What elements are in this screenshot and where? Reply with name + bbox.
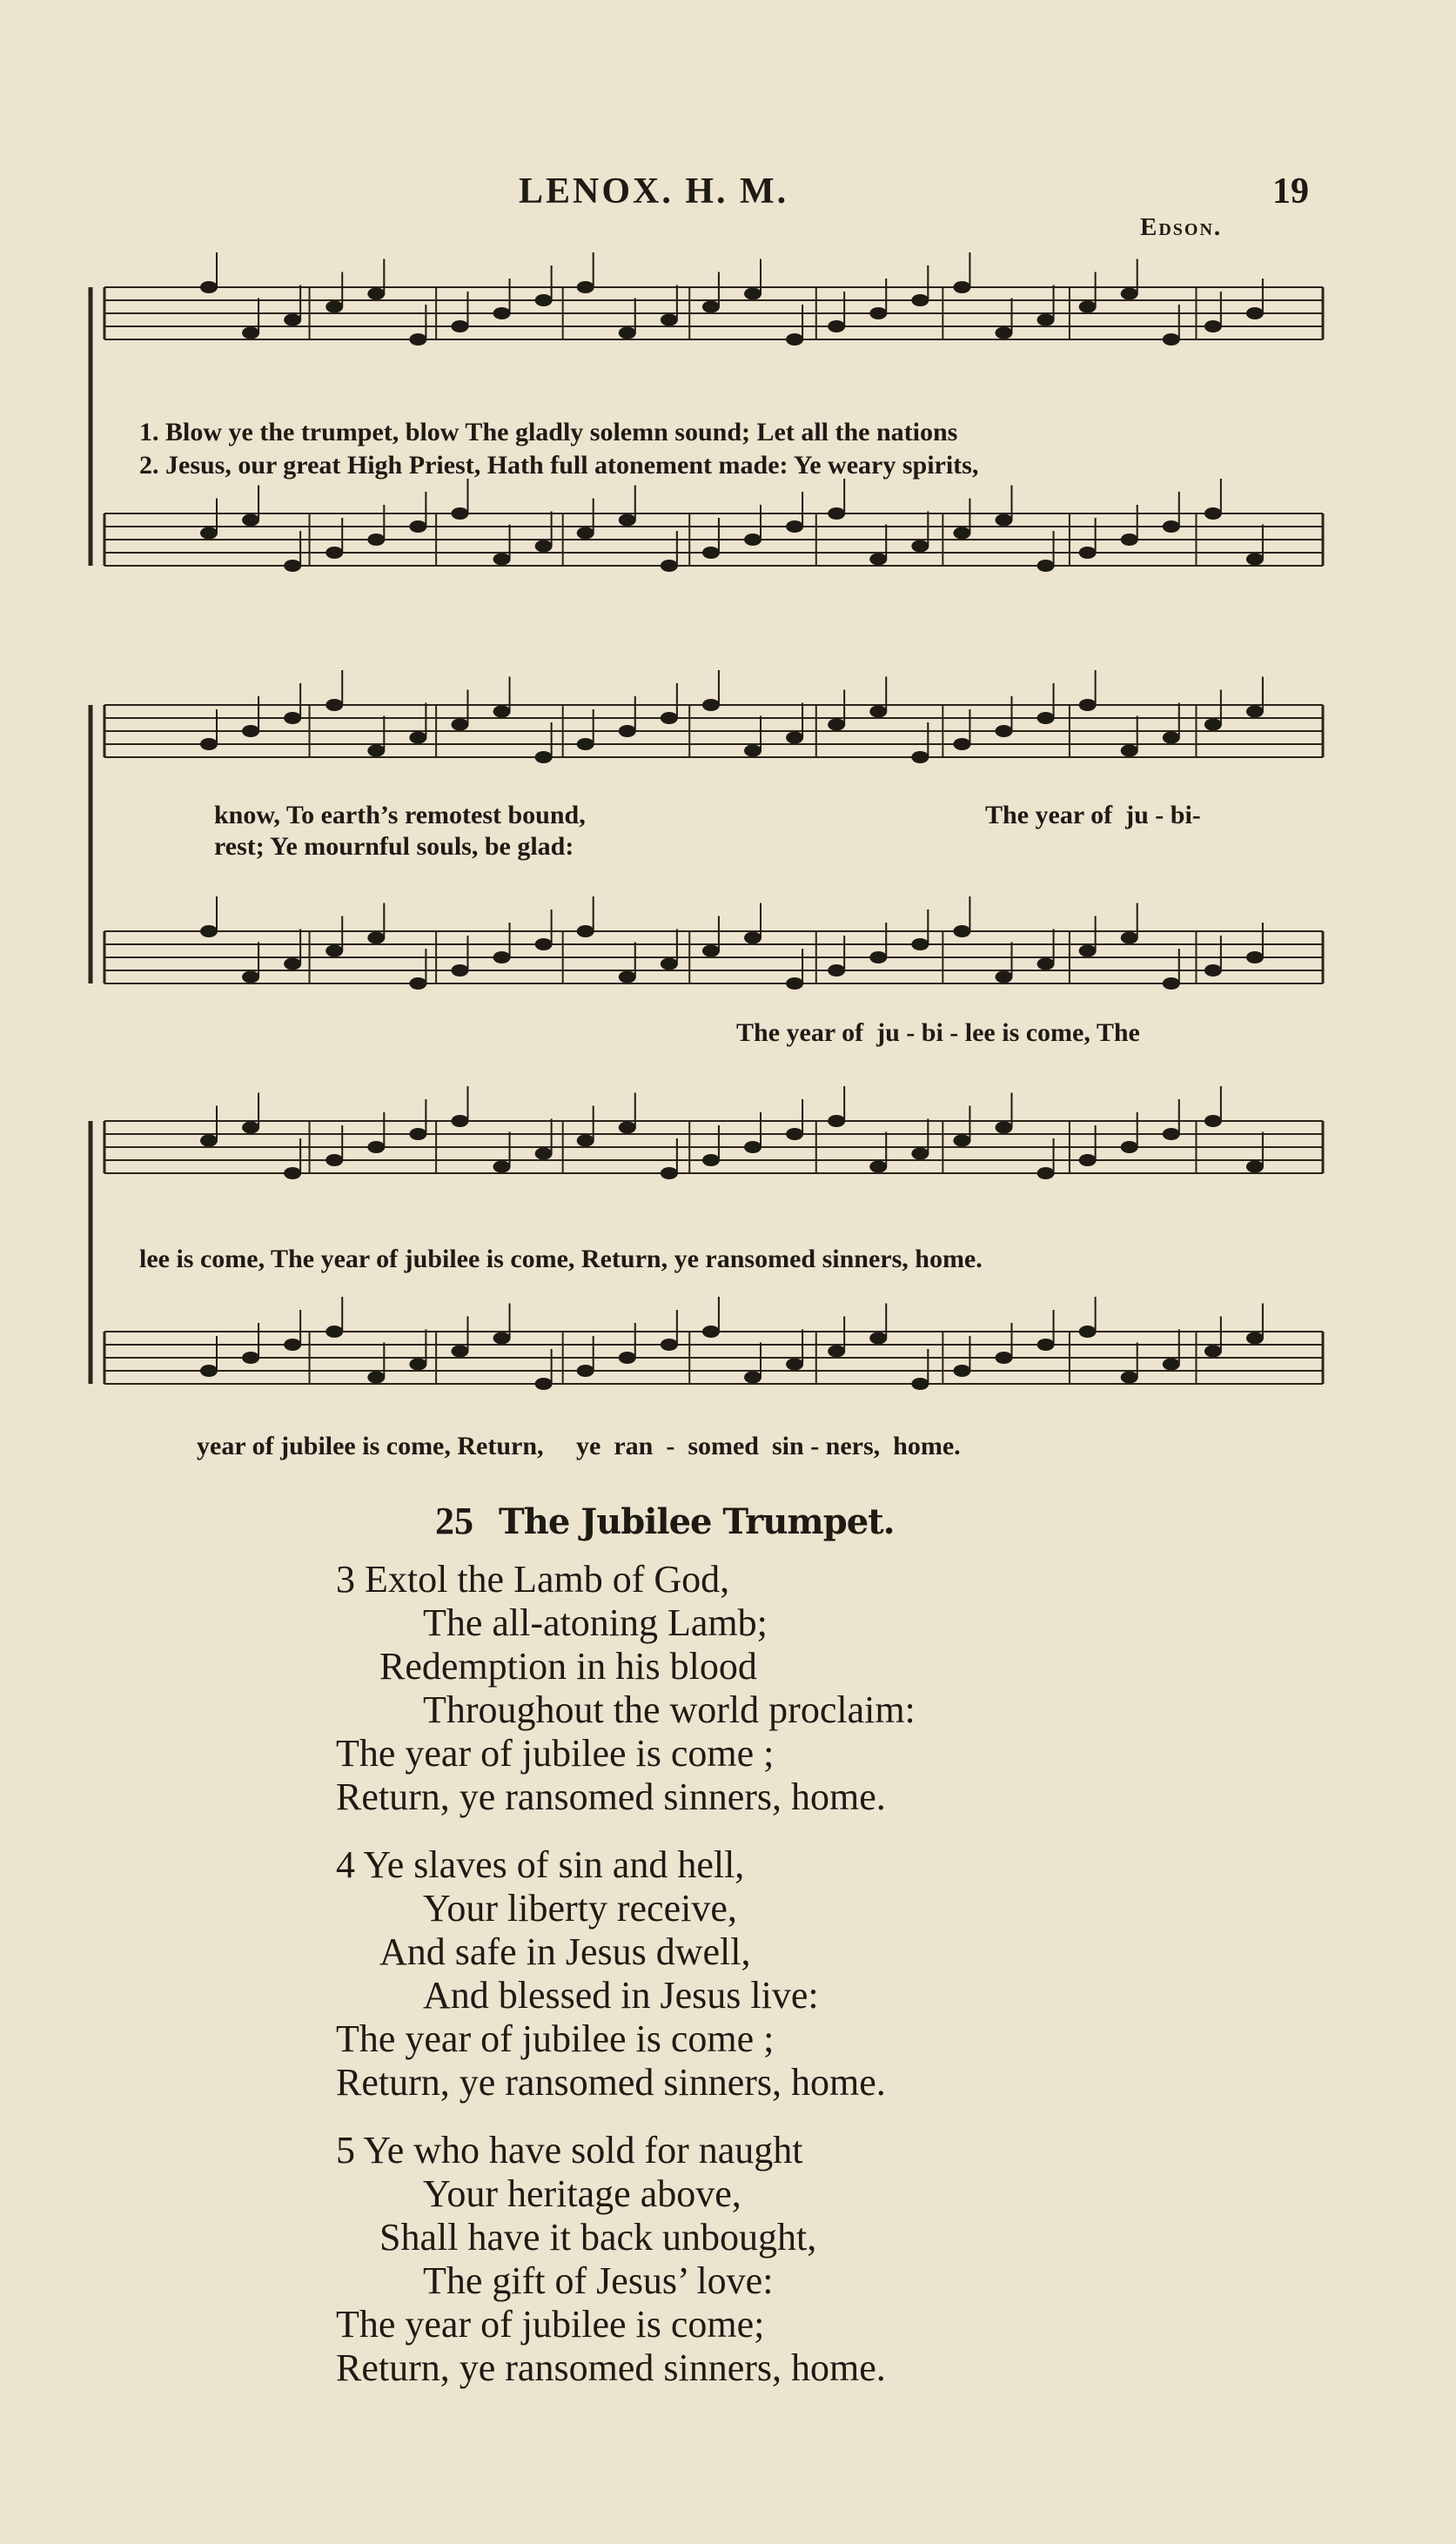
stanza-line: Your heritage above, [423, 2172, 741, 2215]
page-number: 19 [1272, 171, 1309, 211]
stanza-5 [336, 2129, 886, 2390]
note-head [1037, 314, 1055, 326]
note-head [409, 977, 426, 990]
note-head [200, 925, 218, 937]
note-head [995, 725, 1012, 737]
note-head [744, 534, 762, 546]
note-head [619, 725, 636, 737]
note-head [744, 1141, 762, 1153]
note-head [661, 560, 678, 572]
note-head [702, 301, 720, 313]
note-head [451, 964, 468, 977]
note-head [1204, 1115, 1222, 1127]
stanza-line: 3 Extol the Lamb of God, [336, 1558, 730, 1601]
note-head [325, 945, 343, 957]
note-head [786, 732, 803, 744]
note-head [367, 932, 385, 944]
note-head [1163, 1128, 1180, 1140]
note-head [325, 547, 343, 559]
note-head [200, 1365, 218, 1377]
note-head [535, 938, 553, 950]
note-head [1079, 547, 1097, 559]
note-head [451, 1346, 468, 1358]
note-head [1246, 1332, 1264, 1345]
stanza-line: The year of jubilee is come; [336, 2303, 765, 2346]
note-head [577, 1135, 594, 1147]
stanza-line: Redemption in his blood [379, 1645, 757, 1688]
system3-lyric: lee is come, The year of jubilee is come, Return, ye ransomed sinners, home. [139, 1245, 983, 1273]
note-head [451, 719, 468, 731]
note-head [953, 1135, 970, 1147]
note-head [953, 1365, 970, 1377]
note-head [661, 958, 678, 970]
note-head [911, 938, 929, 950]
note-head [535, 294, 553, 306]
note-head [1246, 951, 1264, 963]
note-head [284, 1339, 301, 1351]
note-head [995, 1122, 1012, 1134]
stanza-4 [336, 1843, 886, 2104]
note-head [409, 1359, 426, 1371]
note-head [1079, 1154, 1097, 1166]
hymn-tune-title: LENOX. H. M. [519, 171, 789, 211]
note-head [911, 1148, 929, 1160]
stanza-line: The gift of Jesus’ love: [423, 2259, 774, 2302]
note-head [577, 527, 594, 540]
note-head [242, 971, 259, 983]
stanza-line: 4 Ye slaves of sin and hell, [336, 1843, 745, 1886]
note-head [1121, 534, 1138, 546]
note-head [995, 327, 1012, 339]
note-head [284, 1167, 301, 1179]
hymn-number: 25 [435, 1500, 473, 1542]
composer-name: Edson. [1140, 213, 1223, 241]
note-head [619, 514, 636, 527]
note-head [786, 333, 803, 346]
stanza-line: Shall have it back unbought, [379, 2216, 817, 2259]
stanza-line: 5 Ye who have sold for naught [336, 2129, 803, 2171]
note-head [242, 1122, 259, 1134]
note-head [911, 1378, 929, 1390]
note-head [744, 745, 762, 757]
note-head [325, 1154, 343, 1166]
system2-lyric-verse2: rest; Ye mournful souls, be glad: [214, 832, 574, 861]
note-head [786, 1359, 803, 1371]
note-head [1079, 301, 1097, 313]
note-head [451, 1115, 468, 1127]
system1-lyric-verse2: 2. Jesus, our great High Priest, Hath full atonement made: Ye weary spirits, [139, 451, 979, 480]
system2-bass-lyric: The year of ju - bi - lee is come, The [736, 1018, 1140, 1047]
note-head [1037, 1167, 1055, 1179]
note-head [242, 725, 259, 737]
note-head [702, 699, 720, 711]
note-head [1163, 977, 1180, 990]
note-head [409, 520, 426, 533]
note-head [1246, 554, 1264, 566]
note-head [869, 706, 887, 718]
note-head [1204, 507, 1222, 520]
stanza-line: The year of jubilee is come ; [336, 1732, 775, 1775]
note-head [953, 281, 970, 293]
note-head [702, 1154, 720, 1166]
note-head [744, 288, 762, 300]
note-head [869, 554, 887, 566]
note-head [661, 712, 678, 724]
note-head [661, 1339, 678, 1351]
note-head [828, 719, 845, 731]
stanza-line: And blessed in Jesus live: [423, 1974, 819, 2017]
note-head [1163, 1359, 1180, 1371]
note-head [325, 301, 343, 313]
stanza-line: Return, ye ransomed sinners, home. [336, 1775, 886, 1818]
note-head [953, 925, 970, 937]
note-head [535, 540, 553, 553]
note-head [535, 751, 553, 763]
note-head [702, 945, 720, 957]
stanza-line: Return, ye ransomed sinners, home. [336, 2061, 886, 2104]
system2-lyric-verse1: know, To earth’s remotest bound, [214, 801, 586, 829]
note-head [535, 1148, 553, 1160]
note-head [1163, 732, 1180, 744]
note-head [1163, 520, 1180, 533]
note-head [367, 1372, 385, 1384]
stanza-line: And safe in Jesus dwell, [379, 1930, 751, 1973]
stanza-line: Your liberty receive, [423, 1887, 737, 1930]
note-head [619, 1352, 636, 1364]
note-head [242, 514, 259, 527]
note-head [284, 958, 301, 970]
note-head [1204, 1346, 1222, 1358]
stanza-line: The year of jubilee is come ; [336, 2017, 775, 2060]
note-head [577, 1365, 594, 1377]
note-head [535, 1378, 553, 1390]
system2-lyric-verse1-end: The year of ju - bi- [985, 801, 1201, 829]
note-head [911, 294, 929, 306]
note-head [786, 1128, 803, 1140]
note-head [1037, 958, 1055, 970]
note-head [1204, 719, 1222, 731]
note-head [786, 520, 803, 533]
note-head [200, 281, 218, 293]
hymn-heading [435, 1499, 895, 1543]
note-head [953, 738, 970, 750]
note-head [828, 1346, 845, 1358]
note-head [200, 1135, 218, 1147]
note-head [828, 1115, 845, 1127]
note-head [367, 288, 385, 300]
note-head [577, 281, 594, 293]
note-head [1037, 560, 1055, 572]
note-head [1204, 964, 1222, 977]
note-head [869, 951, 887, 963]
note-head [828, 320, 845, 332]
note-head [284, 560, 301, 572]
note-head [911, 540, 929, 553]
note-head [1246, 307, 1264, 319]
note-head [242, 1352, 259, 1364]
note-head [1121, 1141, 1138, 1153]
note-head [1121, 932, 1138, 944]
note-head [493, 1161, 511, 1173]
note-head [619, 971, 636, 983]
note-head [869, 1161, 887, 1173]
note-head [493, 307, 511, 319]
stanza-line: Throughout the world proclaim: [423, 1688, 916, 1731]
stanza-line: Return, ye ransomed sinners, home. [336, 2346, 886, 2389]
note-head [995, 1352, 1012, 1364]
system3-bass-lyric: year of jubilee is come, Return, ye ran - somed sin - ners, home. [197, 1432, 961, 1460]
note-head [493, 554, 511, 566]
note-head [284, 314, 301, 326]
note-head [661, 314, 678, 326]
note-head [828, 507, 845, 520]
hymn-title: The Jubilee Trumpet. [499, 1501, 895, 1542]
note-head [953, 527, 970, 540]
note-head [911, 751, 929, 763]
note-head [1204, 320, 1222, 332]
note-head [451, 320, 468, 332]
note-head [1121, 1372, 1138, 1384]
note-head [577, 925, 594, 937]
note-head [409, 1128, 426, 1140]
stanza-3 [336, 1558, 916, 1819]
note-head [493, 706, 511, 718]
note-head [702, 1326, 720, 1338]
note-head [200, 527, 218, 540]
note-head [1037, 712, 1055, 724]
note-head [325, 1326, 343, 1338]
note-head [242, 327, 259, 339]
note-head [451, 507, 468, 520]
note-head [828, 964, 845, 977]
note-head [493, 1332, 511, 1345]
note-head [367, 1141, 385, 1153]
note-head [786, 977, 803, 990]
note-head [1079, 945, 1097, 957]
note-head [995, 514, 1012, 527]
note-head [367, 534, 385, 546]
note-head [367, 745, 385, 757]
stanza-line: The all-atoning Lamb; [423, 1601, 768, 1644]
note-head [1079, 699, 1097, 711]
note-head [493, 951, 511, 963]
note-head [200, 738, 218, 750]
note-head [1037, 1339, 1055, 1351]
note-head [995, 971, 1012, 983]
note-head [744, 932, 762, 944]
note-head [619, 327, 636, 339]
note-head [325, 699, 343, 711]
note-head [702, 547, 720, 559]
note-head [1246, 706, 1264, 718]
note-head [619, 1122, 636, 1134]
note-head [577, 738, 594, 750]
note-head [1163, 333, 1180, 346]
note-head [744, 1372, 762, 1384]
note-head [1121, 288, 1138, 300]
note-head [409, 732, 426, 744]
note-head [1121, 745, 1138, 757]
note-head [869, 1332, 887, 1345]
note-head [661, 1167, 678, 1179]
system1-lyric-verse1: 1. Blow ye the trumpet, blow The gladly solemn sound; Let all the nations [139, 418, 958, 446]
note-head [284, 712, 301, 724]
note-head [869, 307, 887, 319]
note-head [1246, 1161, 1264, 1173]
note-head [409, 333, 426, 346]
note-head [1079, 1326, 1097, 1338]
